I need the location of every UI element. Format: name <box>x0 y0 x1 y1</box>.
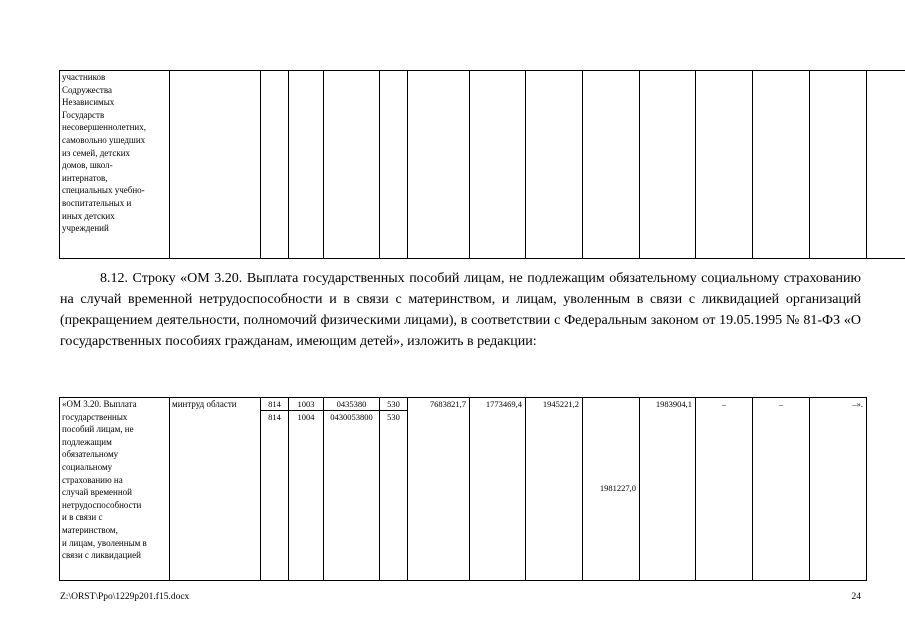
dash-cell: – <box>753 398 810 581</box>
empty-cell <box>640 71 696 259</box>
empty-cell <box>753 71 810 259</box>
label-line: социальному <box>62 461 113 472</box>
code-a: 814 <box>268 399 281 409</box>
label-line: страхованию на <box>62 474 123 485</box>
label-line: связи с ликвидацией <box>62 550 141 561</box>
code-c: 0430053800 <box>324 410 379 423</box>
ministry-cell: минтруд области <box>170 398 261 581</box>
label-line: Независимых <box>62 97 115 108</box>
empty-cell <box>289 71 324 259</box>
empty-cell <box>261 71 289 259</box>
continuation-table <box>59 70 905 259</box>
label-line: «ОМ 3.20. Выплата <box>62 399 137 409</box>
label-line: несовершеннолетних, <box>62 122 146 133</box>
empty-cell <box>408 71 470 259</box>
code-c: 0435380 <box>336 399 367 409</box>
empty-cell <box>696 71 753 259</box>
value-cell: 7683821,7 <box>408 398 470 581</box>
value-cell: 1983904,1 <box>640 398 696 581</box>
code-b: 1003 <box>297 399 315 409</box>
label-line: обязательному <box>62 449 119 460</box>
label-line: пособий лицам, не <box>62 424 134 435</box>
dash-cell: –». <box>810 398 867 581</box>
code-b: 1004 <box>289 410 323 423</box>
label-line: и лицам, уволенным в <box>62 537 147 548</box>
table-row <box>60 71 905 259</box>
label-line: самовольно ушедших <box>62 134 146 145</box>
dash-cell: – <box>696 398 753 581</box>
empty-cell <box>526 71 583 259</box>
code-a-cell <box>261 398 289 581</box>
label-line: иных детских <box>62 210 115 221</box>
label-line: Содружества <box>62 84 112 95</box>
file-path-footer: Z:\ORST\Ppo\1229p201.f15.docx <box>60 592 190 602</box>
empty-cell <box>380 71 408 259</box>
page-number: 24 <box>851 592 861 602</box>
code-d: 530 <box>380 410 407 423</box>
label-line: и в связи с <box>62 512 103 523</box>
empty-cell <box>810 71 867 259</box>
label-line: специальных учебно- <box>62 185 145 196</box>
label-line: государственных <box>62 411 128 422</box>
label-line: случай временной <box>62 487 132 498</box>
empty-cell <box>867 71 905 259</box>
empty-cell <box>170 71 261 259</box>
empty-cell <box>583 71 640 259</box>
empty-cell <box>470 71 526 259</box>
table-row <box>60 398 905 581</box>
label-line: подлежащим <box>62 436 112 447</box>
label-line: из семей, детских <box>62 147 131 158</box>
label-line: домов, школ- <box>62 160 113 171</box>
value-text: 1981227,0 <box>599 483 636 493</box>
code-d: 530 <box>387 399 400 409</box>
label-line: интернатов, <box>62 172 108 183</box>
value-cell: 1773469,4 <box>470 398 526 581</box>
value-cell <box>583 398 640 581</box>
code-c-cell <box>324 398 380 581</box>
amended-row-table <box>59 397 905 581</box>
label-line: материнством, <box>62 524 118 535</box>
code-a: 814 <box>261 410 288 423</box>
label-line: учреждений <box>62 223 109 234</box>
row-label-cell <box>60 398 170 581</box>
label-line: участников <box>62 72 106 82</box>
empty-cell <box>324 71 380 259</box>
label-line: нетрудоспособности <box>62 499 142 510</box>
code-d-cell <box>380 398 408 581</box>
row-label-cell <box>60 71 170 259</box>
label-line: воспитательных и <box>62 197 132 208</box>
code-b-cell <box>289 398 324 581</box>
amendment-paragraph: 8.12. Строку «ОМ 3.20. Выплата государственных пособий лицам, не подлежащим обязательному социальному страхованию на случай временной нетрудоспособности и в связи с материнством, и лицам, уволенным в связи с ликвидацией организаций (прекращением деятельности, полномочий физическими лицами), в соответствии с Федеральным законом от 19.05.1995 № 81-ФЗ «О государственных пособиях гражданам, имеющим детей», изложить в редакции: <box>60 271 861 349</box>
value-cell: 1945221,2 <box>526 398 583 581</box>
label-line: Государств <box>62 109 105 120</box>
